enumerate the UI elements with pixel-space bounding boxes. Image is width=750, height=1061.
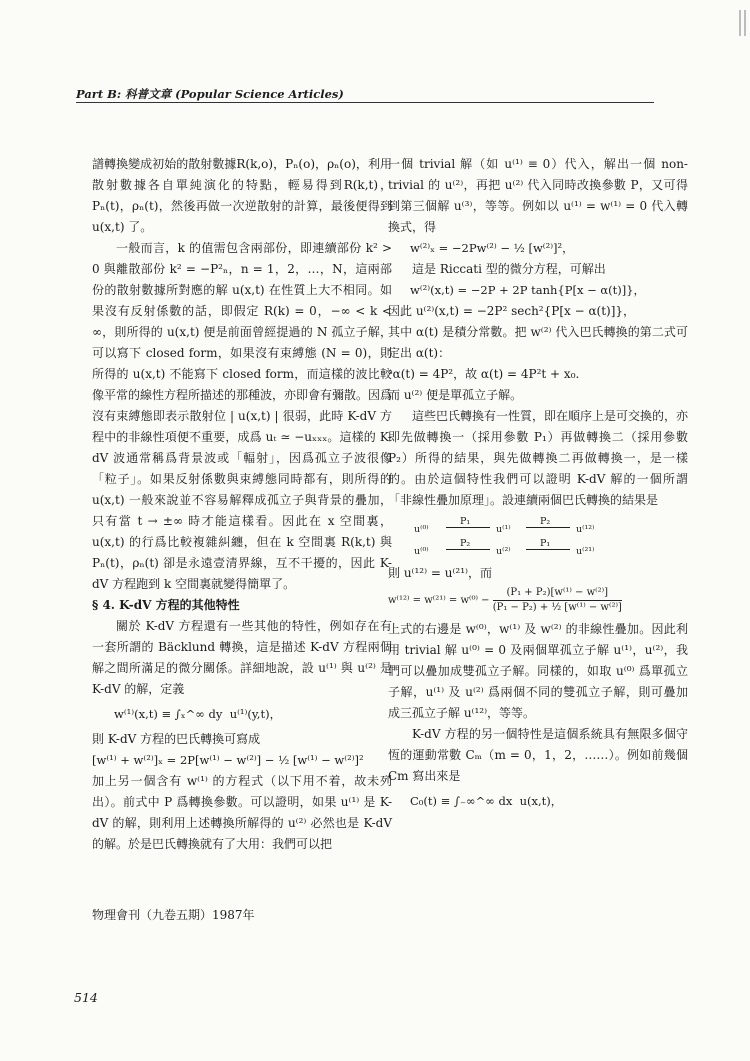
chain2-param-b: P₁ bbox=[540, 538, 551, 549]
chain2-mid: u⁽²⁾ bbox=[496, 546, 511, 557]
left-column bbox=[92, 154, 392, 855]
chain1-end: u⁽¹²⁾ bbox=[576, 524, 595, 535]
journal-footer: 物理會刊（九卷五期）1987年 bbox=[92, 908, 255, 922]
superposition-lhs: w⁽¹²⁾ = w⁽²¹⁾ = w⁽⁰⁾ − bbox=[388, 595, 490, 606]
chain2-arrow-b bbox=[526, 549, 570, 550]
page-number: 514 bbox=[74, 990, 98, 1005]
paragraph: 譜轉換變成初始的散射數據R(k,o)，Pₙ(o)，ρₙ(o)，利用散射數據各自單純演化的特點，輕易得到R(k,t)，Pₙ(t)，ρₙ(t)，然後再做一次逆散射的計算，最後便得到 u(x,t) 了。 bbox=[92, 157, 392, 234]
header-rule bbox=[76, 102, 654, 103]
running-header: Part B: 科普文章 (Popular Science Articles) bbox=[76, 87, 344, 101]
right-column bbox=[388, 154, 688, 812]
chain2-end: u⁽²¹⁾ bbox=[576, 546, 595, 557]
section-heading: § 4. K-dV 方程的其他特性 bbox=[92, 598, 240, 612]
equation-sech: 因此 u⁽²⁾(x,t) = −2P² sech²{P[x − α(t)]}， bbox=[388, 304, 636, 318]
chain1-param-a: P₁ bbox=[460, 516, 471, 527]
equation-superposition bbox=[388, 586, 688, 615]
transform-diagram bbox=[388, 513, 688, 559]
equation-tanh: w⁽²⁾(x,t) = −2P + 2P tanh{P[x − α(t)]}， bbox=[410, 283, 646, 297]
paragraph: 這些巴氏轉換有一性質，即在順序上是可交換的，亦即先做轉換一（採用參數 P₁）再做轉換二（採用參數 P₂）所得的結果，與先做轉換二再做轉換一，是一樣的。由於這個特性我們可以證明 K-dV 解的一個所謂「非線性疊加原理」。設連續兩個巴氏轉換的結果是 bbox=[388, 409, 689, 507]
chain1-param-b: P₂ bbox=[540, 516, 551, 527]
chain2-arrow-a bbox=[446, 549, 490, 550]
equation-riccati: w⁽²⁾ₓ = −2Pw⁽²⁾ − ½ [w⁽²⁾]²， bbox=[410, 241, 574, 255]
paragraph: 一般而言，k 的值需包含兩部份，即連續部份 k² > 0 與離散部份 k² = −P²ₙ，n = 1，2，…，N，這兩部份的散射數據所對應的解 u(x,t) 在性質上大不相同。如果沒有反射係數的話，即假定 R(k) = 0，−∞ < k < ∞，則所得的 u(x,t) 便是前面曾經提過的 N 孤立子解，可以寫下 closed form，如果沒有束縛態 (N = 0)，則所得的 u(x,t) 不能寫下 closed form，而這樣的波比較像平常的線性方程所描述的那種波，亦即會有彌散。因爲沒有束縛態即表示散射位 | u(x,t) | 很弱，此時 K-dV 方程中的非線性項便不重要，成爲 uₜ ≃ −uₓₓₓ。這樣的 K-dV 波通常稱爲背景波或「輻射」，因爲孤立子波很像「粒子」。如果反射係數與束縛態同時都有，則所得的 u(x,t) 一般來說並不容易解釋成孤立子與背景的疊加，只有當 t → ±∞ 時才能這樣看。因此在 x 空間裏，u(x,t) 的行爲比較複雜糾纏，但在 k 空間裏 R(k,t) 與 Pₙ(t)，ρₙ(t) 卻是永遠壹清界線，互不干擾的，因此 K-dV 方程跑到 k 空間裏就變得簡單了。 bbox=[92, 241, 393, 591]
equation-w-definition: w⁽¹⁾(x,t) ≡ ∫ₓ^∞ dy u⁽¹⁾(y,t)， bbox=[114, 707, 282, 721]
paragraph: 加上另一個含有 w⁽¹⁾ 的方程式（以下用不着，故未列出）。前式中 P 爲轉換參數。可以證明，如果 u⁽¹⁾ 是 K-dV 的解，則利用上述轉換所解得的 u⁽²⁾ 必然也是 K-dV 的解。於是巴氏轉換就有了大用：我們可以把 bbox=[92, 774, 392, 851]
superposition-denominator: (P₁ − P₂) + ½ [w⁽¹⁾ − w⁽²⁾] bbox=[492, 602, 622, 613]
paragraph: 關於 K-dV 方程還有一些其他的特性，例如存在有一套所謂的 Bäcklund 轉換，這是描述 K-dV 方程兩個解之間所滿足的微分關係。詳細地說，設 u⁽¹⁾ 與 u⁽²⁾ 是 K-dV 的解，定義 bbox=[92, 619, 392, 696]
paragraph: 則 K-dV 方程的巴氏轉換可寫成 bbox=[92, 732, 261, 746]
paragraph: K-dV 方程的另一個特性是這個系統具有無限多個守恆的運動常數 Cₘ（m = 0，1，2，……）。例如前幾個 Cm 寫出來是 bbox=[388, 727, 688, 783]
chain2-param-a: P₂ bbox=[460, 538, 471, 549]
chain1-arrow-a bbox=[446, 527, 490, 528]
paragraph: 而 u⁽²⁾ 便是單孤立子解。 bbox=[388, 388, 523, 402]
chain1-start: u⁽⁰⁾ bbox=[414, 524, 429, 535]
paragraph: 上式的右邊是 w⁽⁰⁾，w⁽¹⁾ 及 w⁽²⁾ 的非線性疊加。因此利用 trivial 解 u⁽⁰⁾ = 0 及兩個單孤立子解 u⁽¹⁾，u⁽²⁾，我們可以疊加成雙孤立子解。同樣的，如取 u⁽⁰⁾ 爲單孤立子解，u⁽¹⁾ 及 u⁽²⁾ 爲兩個不同的雙孤立子解，則可疊加成三孤立子解 u⁽¹²⁾，等等。 bbox=[388, 622, 688, 720]
chain1-arrow-b bbox=[526, 527, 570, 528]
superposition-fraction bbox=[493, 586, 622, 615]
paragraph: 其中 α(t) 是積分常數。把 w⁽²⁾ 代入巴氏轉換的第二式可定出 α(t)： bbox=[388, 325, 688, 360]
scan-edge-marks bbox=[730, 10, 746, 38]
superposition-numerator: (P₁ + P₂)[w⁽¹⁾ − w⁽²⁾] bbox=[493, 586, 622, 601]
paragraph: 一個 trivial 解（如 u⁽¹⁾ ≡ 0）代入，解出一個 non-trivial 的 u⁽²⁾，再把 u⁽²⁾ 代入同時改換參數 P，又可得到第三個解 u⁽³⁾，等等。例如以 u⁽¹⁾ = w⁽¹⁾ = 0 代入轉換式，得 bbox=[388, 157, 688, 234]
chain2-start: u⁽⁰⁾ bbox=[414, 546, 429, 557]
chain1-mid: u⁽¹⁾ bbox=[496, 524, 511, 535]
equation-backlund: [w⁽¹⁾ + w⁽²⁾]ₓ = 2P[w⁽¹⁾ − w⁽²⁾] − ½ [w⁽¹⁾ − w⁽²⁾]² bbox=[92, 753, 364, 767]
equation-c0: C₀(t) ≡ ∫₋∞^∞ dx u(x,t)， bbox=[410, 794, 563, 808]
paragraph: 則 u⁽¹²⁾ = u⁽²¹⁾，而 bbox=[388, 566, 492, 580]
paragraph: 這是 Riccati 型的微分方程，可解出 bbox=[412, 262, 606, 276]
equation-alpha: ᵒα(t) = 4P²，故 α(t) = 4P²t + x₀. bbox=[388, 367, 580, 381]
